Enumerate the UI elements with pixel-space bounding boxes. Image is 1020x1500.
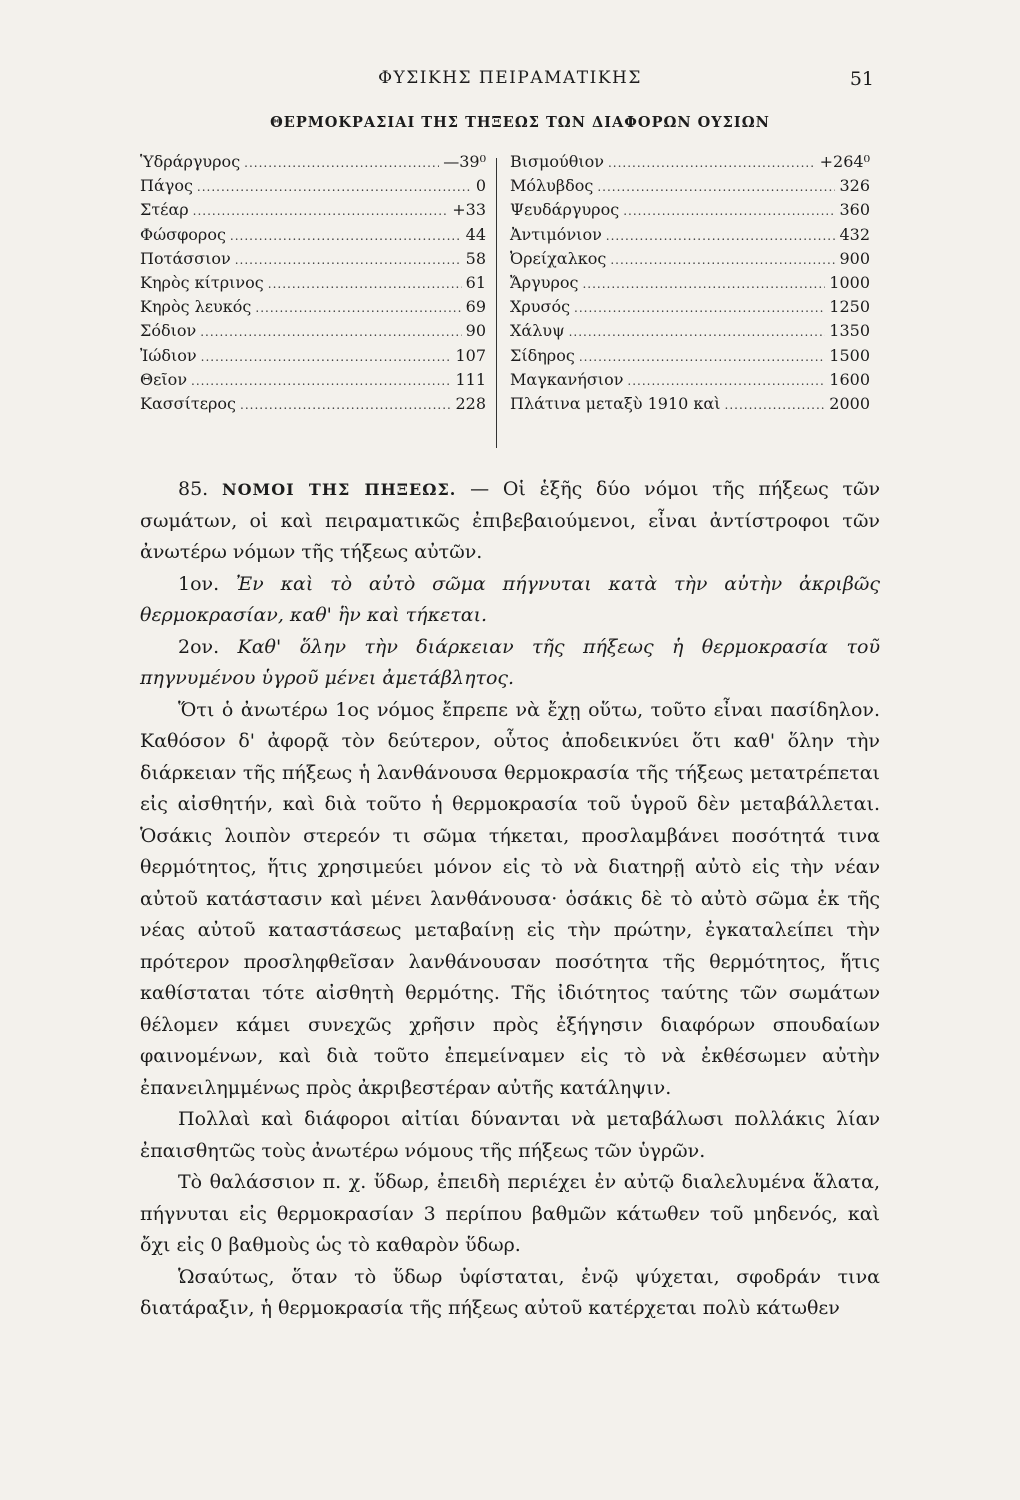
law-1-number: 1ον. (178, 572, 220, 595)
melting-temperature: 44 (465, 224, 486, 244)
paragraph: Ὡσαύτως, ὅταν τὸ ὕδωρ ὑφίσταται, ἐνῷ ψύχεται, σφοδράν τινα διατάραξιν, ἡ θερμοκρασία τῆς πήξεως αὐτοῦ κατέρχεται πολὺ κάτωθεν (140, 1265, 880, 1319)
melting-temperature: 2000 (829, 393, 870, 413)
melting-temperature: 360 (839, 200, 870, 220)
leader-dots (579, 350, 825, 364)
table-row (510, 394, 870, 418)
melting-temperature: +264⁰ (819, 152, 870, 171)
table-row (510, 200, 870, 224)
table-row (140, 346, 486, 370)
melting-temperature: 228 (455, 393, 486, 413)
leader-dots (569, 325, 826, 339)
melting-temperature: 1500 (829, 345, 870, 365)
leader-dots (582, 277, 825, 291)
section-intro-paragraph (140, 474, 880, 569)
leader-dots (240, 398, 451, 412)
table-row (510, 321, 870, 345)
melting-temperature: 90 (465, 321, 486, 341)
substance-name: Ἰώδιον (140, 345, 197, 365)
melting-temperature: +33 (452, 200, 486, 220)
substance-name: Ὀρείχαλκος (510, 248, 607, 268)
melting-temperature: 107 (455, 345, 486, 365)
leader-dots (597, 180, 835, 194)
melting-table-left-column (140, 152, 486, 418)
melting-temperature: 1600 (829, 369, 870, 389)
table-row (140, 176, 486, 200)
substance-name: Πλάτινα μεταξὺ 1910 καὶ (510, 393, 721, 413)
table-row (510, 346, 870, 370)
section-heading: ΝΟΜΟΙ ΤΗΣ ΠΗΞΕΩΣ. (221, 480, 457, 499)
leader-dots (574, 301, 825, 315)
leader-dots (610, 253, 835, 267)
leader-dots (255, 301, 461, 315)
leader-dots (608, 156, 816, 170)
law-2-number: 2ον. (178, 635, 220, 658)
paragraph: Ὅτι ὁ ἀνωτέρω 1ος νόμος ἔπρεπε νὰ ἔχῃ οὕτω, τοῦτο εἶναι πασίδηλον. Καθόσον δ' ἀφορᾷ τὸν δεύτερον, οὗτος ἀποδεικνύει ὅτι καθ' ὅλην τὴν διάρκειαν τῆς πήξεως ἡ λανθάνουσα θερμοκρασία τῆς τήξεως μετατρέπεται εἰς αἰσθητήν, καὶ διὰ τοῦτο ἡ θερμοκρασία τοῦ ὑγροῦ δὲν μεταβάλλεται. Ὁσάκις λοιπὸν στερεόν τι σῶμα τήκεται, προσλαμβάνει ποσότητά τινα θερμότητος, ἥτις χρησιμεύει μόνον εἰς τὸ νὰ διατηρῇ αὐτὸ εἰς τὴν νέαν αὐτοῦ κατάστασιν καὶ μένει λανθάνουσα· ὁσάκις δὲ τὸ αὐτὸ σῶμα ἐκ τῆς νέας αὐτοῦ καταστάσεως μεταβαίνῃ εἰς τὴν πρώτην, ἐγκαταλείπει τὴν πρότερον προσληφθεῖσαν λανθάνουσαν ποσότητα τῆς θερμότητος, ἥτις καθίσταται τότε αἰσθητὴ θερμότης. Τῆς ἰδιότητος ταύτης τῶν σωμάτων θέλομεν κάμει συνεχῶς χρῆσιν πρὸς ἐξήγησιν διαφόρων σπουδαίων φαινομένων, καὶ διὰ τοῦτο ἐπεμείναμεν εἰς τὸ νὰ ἐκθέσωμεν αὐτὴν ἐπανειλημμένως πρὸς ἀκριβεστέραν αὐτῆς κατάληψιν. (140, 698, 880, 1099)
substance-name: Βισμούθιον (510, 152, 604, 171)
melting-temperature: 111 (455, 369, 486, 389)
page-header (0, 68, 1020, 98)
melting-temperature: 58 (465, 248, 486, 268)
melting-temperature: 61 (465, 272, 486, 292)
leader-dots (201, 350, 452, 364)
melting-temperature: 326 (839, 176, 870, 196)
table-row (510, 176, 870, 200)
column-divider (496, 158, 497, 448)
paragraph: Τὸ θαλάσσιον π. χ. ὕδωρ, ἐπειδὴ περιέχει ἐν αὐτῷ διαλελυμένα ἅλατα, πήγνυται εἰς θερμοκρασίαν 3 περίπου βαθμῶν κάτωθεν τοῦ μηδενός, καὶ ὄχι εἰς 0 βαθμοὺς ὡς τὸ καθαρὸν ὕδωρ. (140, 1171, 880, 1256)
paragraph: Πολλαὶ καὶ διάφοροι αἰτίαι δύνανται νὰ μεταβάλωσι πολλάκις λίαν ἐπαισθητῶς τοὺς ἀνωτέρω νόμους τῆς πήξεως τῶν ὑγρῶν. (140, 1108, 880, 1162)
table-row (140, 370, 486, 394)
table-row (140, 297, 486, 321)
law-2-text: Καθ' ὅλην τὴν διάρκειαν τῆς πήξεως ἡ θερμοκρασία τοῦ πηγνυμένου ὑγροῦ μένει ἀμετάβλητος. (140, 635, 881, 689)
leader-dots (606, 229, 836, 243)
substance-name: Κασσίτερος (140, 393, 237, 413)
leader-dots (200, 325, 461, 339)
melting-temperature: —39⁰ (443, 152, 486, 171)
substance-name: Ἀντιμόνιον (510, 224, 602, 244)
law-1-paragraph (140, 569, 880, 632)
leader-dots (268, 277, 462, 291)
table-row (510, 273, 870, 297)
leader-dots (191, 374, 451, 388)
running-title: ΦΥΣΙΚΗΣ ΠΕΙΡΑΜΑΤΙΚΗΣ (378, 68, 642, 88)
table-row (140, 249, 486, 273)
substance-name: Μόλυβδος (510, 176, 594, 196)
leader-dots (230, 229, 462, 243)
melting-temperature: 69 (465, 297, 486, 317)
substance-name: Χρυσός (510, 297, 571, 317)
page-number: 51 (849, 68, 874, 90)
table-row (140, 394, 486, 418)
table-row (140, 225, 486, 249)
substance-name: Ποτάσσιον (140, 248, 231, 268)
leader-dots (627, 374, 825, 388)
section-intro: — Οἱ ἑξῆς δύο νόμοι τῆς πήξεως τῶν σωμάτων, οἱ καὶ πειραματικῶς ἐπιβεβαιούμενοι, εἶναι ἀντίστροφοι τῶν ἀνωτέρω νόμων τῆς τήξεως αὐτῶν. (140, 478, 881, 563)
leader-dots (725, 398, 826, 412)
body-text (140, 474, 880, 1325)
substance-name: Χάλυψ (510, 321, 565, 341)
table-row (140, 200, 486, 224)
melting-temperature: 1000 (829, 272, 870, 292)
substance-name: Πάγος (140, 176, 193, 196)
melting-table-right-column (510, 152, 870, 418)
leader-dots (235, 253, 462, 267)
substance-name: Στέαρ (140, 200, 189, 220)
substance-name: Φώσφορος (140, 224, 226, 244)
law-1-text: Ἐν καὶ τὸ αὐτὸ σῶμα πήγνυται κατὰ τὴν αὐτὴν ἀκριβῶς θερμοκρασίαν, καθ' ἣν καὶ τήκεται. (140, 572, 880, 626)
substance-name: Κηρὸς λευκός (140, 297, 252, 317)
table-row (510, 152, 870, 176)
leader-dots (623, 204, 835, 218)
substance-name: Σίδηρος (510, 345, 575, 365)
law-2-paragraph (140, 632, 880, 695)
melting-temperature: 1350 (829, 321, 870, 341)
substance-name: Σόδιον (140, 321, 197, 341)
substance-name: Μαγκανήσιον (510, 369, 624, 389)
section-number: 85. (178, 478, 209, 500)
melting-temperature: 432 (839, 224, 870, 244)
melting-temperature: 1250 (829, 297, 870, 317)
substance-name: Ψευδάργυρος (510, 200, 620, 220)
leader-dots (244, 156, 439, 170)
melting-temperature: 0 (475, 176, 486, 196)
substance-name: Ἄργυρος (510, 272, 579, 292)
leader-dots (193, 204, 449, 218)
table-row (510, 249, 870, 273)
substance-name: Κηρὸς κίτρινος (140, 272, 264, 292)
table-row (510, 297, 870, 321)
table-row (140, 273, 486, 297)
table-row (510, 225, 870, 249)
table-row (140, 152, 486, 176)
table-row (510, 370, 870, 394)
table-row (140, 321, 486, 345)
melting-temperature: 900 (839, 248, 870, 268)
substance-name: Ὑδράργυρος (140, 152, 241, 171)
table-title: ΘΕΡΜΟΚΡΑΣΙΑΙ ΤΗΣ ΤΗΞΕΩΣ ΤΩΝ ΔΙΑΦΟΡΩΝ ΟΥΣΙΩΝ (270, 114, 770, 131)
leader-dots (197, 180, 472, 194)
substance-name: Θεῖον (140, 369, 188, 389)
